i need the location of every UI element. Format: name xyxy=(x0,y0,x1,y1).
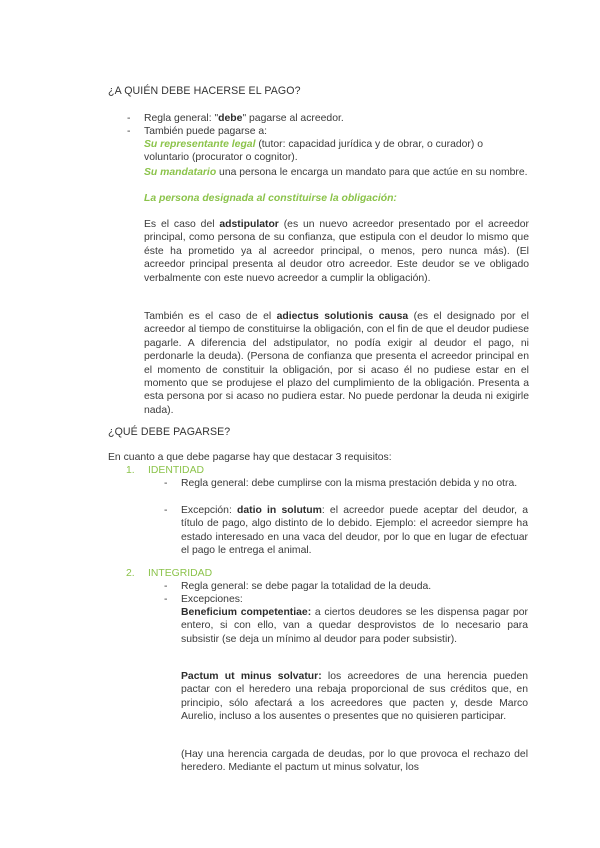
intro-paragraph: En cuanto a que debe pagarse hay que destacar 3 requisitos: xyxy=(108,452,392,463)
mandatario-paragraph: Su mandatario una persona le encarga un mandato para que actúe en su nombre. xyxy=(144,167,528,178)
integridad-rule: Regla general: se debe pagar la totalidad de la deuda. xyxy=(181,581,432,592)
bullet-dash: - xyxy=(164,505,168,516)
beneficium-paragraph: Beneficium competentiae: a ciertos deudores se les dispensa pagar por entero, si con ello, van a quedar desprovistos de lo necesario para subsistir (se deja un mínimo al deudor para poder subsistir). xyxy=(181,607,529,645)
identidad-exception: Excepción: datio in solutum: el acreedor puede aceptar del deudor, a título de pago, algo distinto de lo debido. Ejemplo: el acreedor siempre ha estado interesado en una vaca del deudor, por lo que en lugar de efectuar el pago le entrega el animal. xyxy=(181,505,529,557)
pactum-paragraph: Pactum ut minus solvatur: los acreedores de una herencia pueden pactar con el heredero una rebaja proporcional de sus créditos que, en principio, sólo afectará a los acreedores que pacten y, desde Marco Aurelio, incluso a los ausentes o presentes que no quisieren participar. xyxy=(181,671,529,723)
bullet-dash: - xyxy=(127,126,131,137)
list-number: 1. xyxy=(126,465,135,476)
list-number: 2. xyxy=(126,568,135,579)
bullet-dash: - xyxy=(127,113,131,124)
integridad-exceptions-label: Excepciones: xyxy=(181,594,243,605)
bullet-dash: - xyxy=(164,581,168,592)
bullet-dash: - xyxy=(164,478,168,489)
rule-general-paragraph: Regla general: "debe" pagarse al acreedor. xyxy=(144,113,344,124)
heading-que-debe: ¿QUÉ DEBE PAGARSE? xyxy=(108,426,231,438)
also-line: También puede pagarse a: xyxy=(144,126,268,137)
representante-paragraph: Su representante legal (tutor: capacidad jurídica y de obrar, o curador) o voluntario (procurator o cognitor). xyxy=(144,139,484,164)
item-identidad-title: IDENTIDAD xyxy=(148,465,204,476)
identidad-rule: Regla general: debe cumplirse con la misma prestación debida y no otra. xyxy=(181,478,518,489)
herencia-paragraph: (Hay una herencia cargada de deudas, por lo que provoca el rechazo del heredero. Mediante el pactum ut minus solvatur, los xyxy=(181,749,528,774)
heading-quien-debe: ¿A QUIÉN DEBE HACERSE EL PAGO? xyxy=(108,85,301,97)
adstipulator-paragraph: Es el caso del adstipulator (es un nuevo acreedor presentado por el acreedor principal, como persona de su confianza, que estipula con el deudor lo mismo que éste ha prometido ya al acreedor principal, o menos, pero nunca más). (El acreedor principal presenta al deudor otro acreedor. Este deudor se ve obligado verbalmente con este nuevo acreedor a cumplir la obligación). xyxy=(144,219,529,284)
item-integridad-title: INTEGRIDAD xyxy=(148,568,213,579)
adiectus-paragraph: También es el caso de el adiectus solutionis causa (es el designado por el acreedor al tiempo de constituirse la obligación, con el fin de que el deudor pudiese pagarle. A diferencia del adstipulator, no podía exigir al deudor el pago, ni perdonarle la deuda). (Persona de confianza que presenta el acreedor principal en el momento de constituir la obligación, por si acaso él no pudiese estar en el momento que se produjese el plazo del cumplimiento de la obligación. Presenta a esta persona por si acaso no pudiera estar. No puede perdonar la deuda ni exigirle nada). xyxy=(144,311,529,416)
persona-designada-label: La persona designada al constituirse la obligación: xyxy=(144,193,397,204)
bullet-dash: - xyxy=(164,594,168,605)
